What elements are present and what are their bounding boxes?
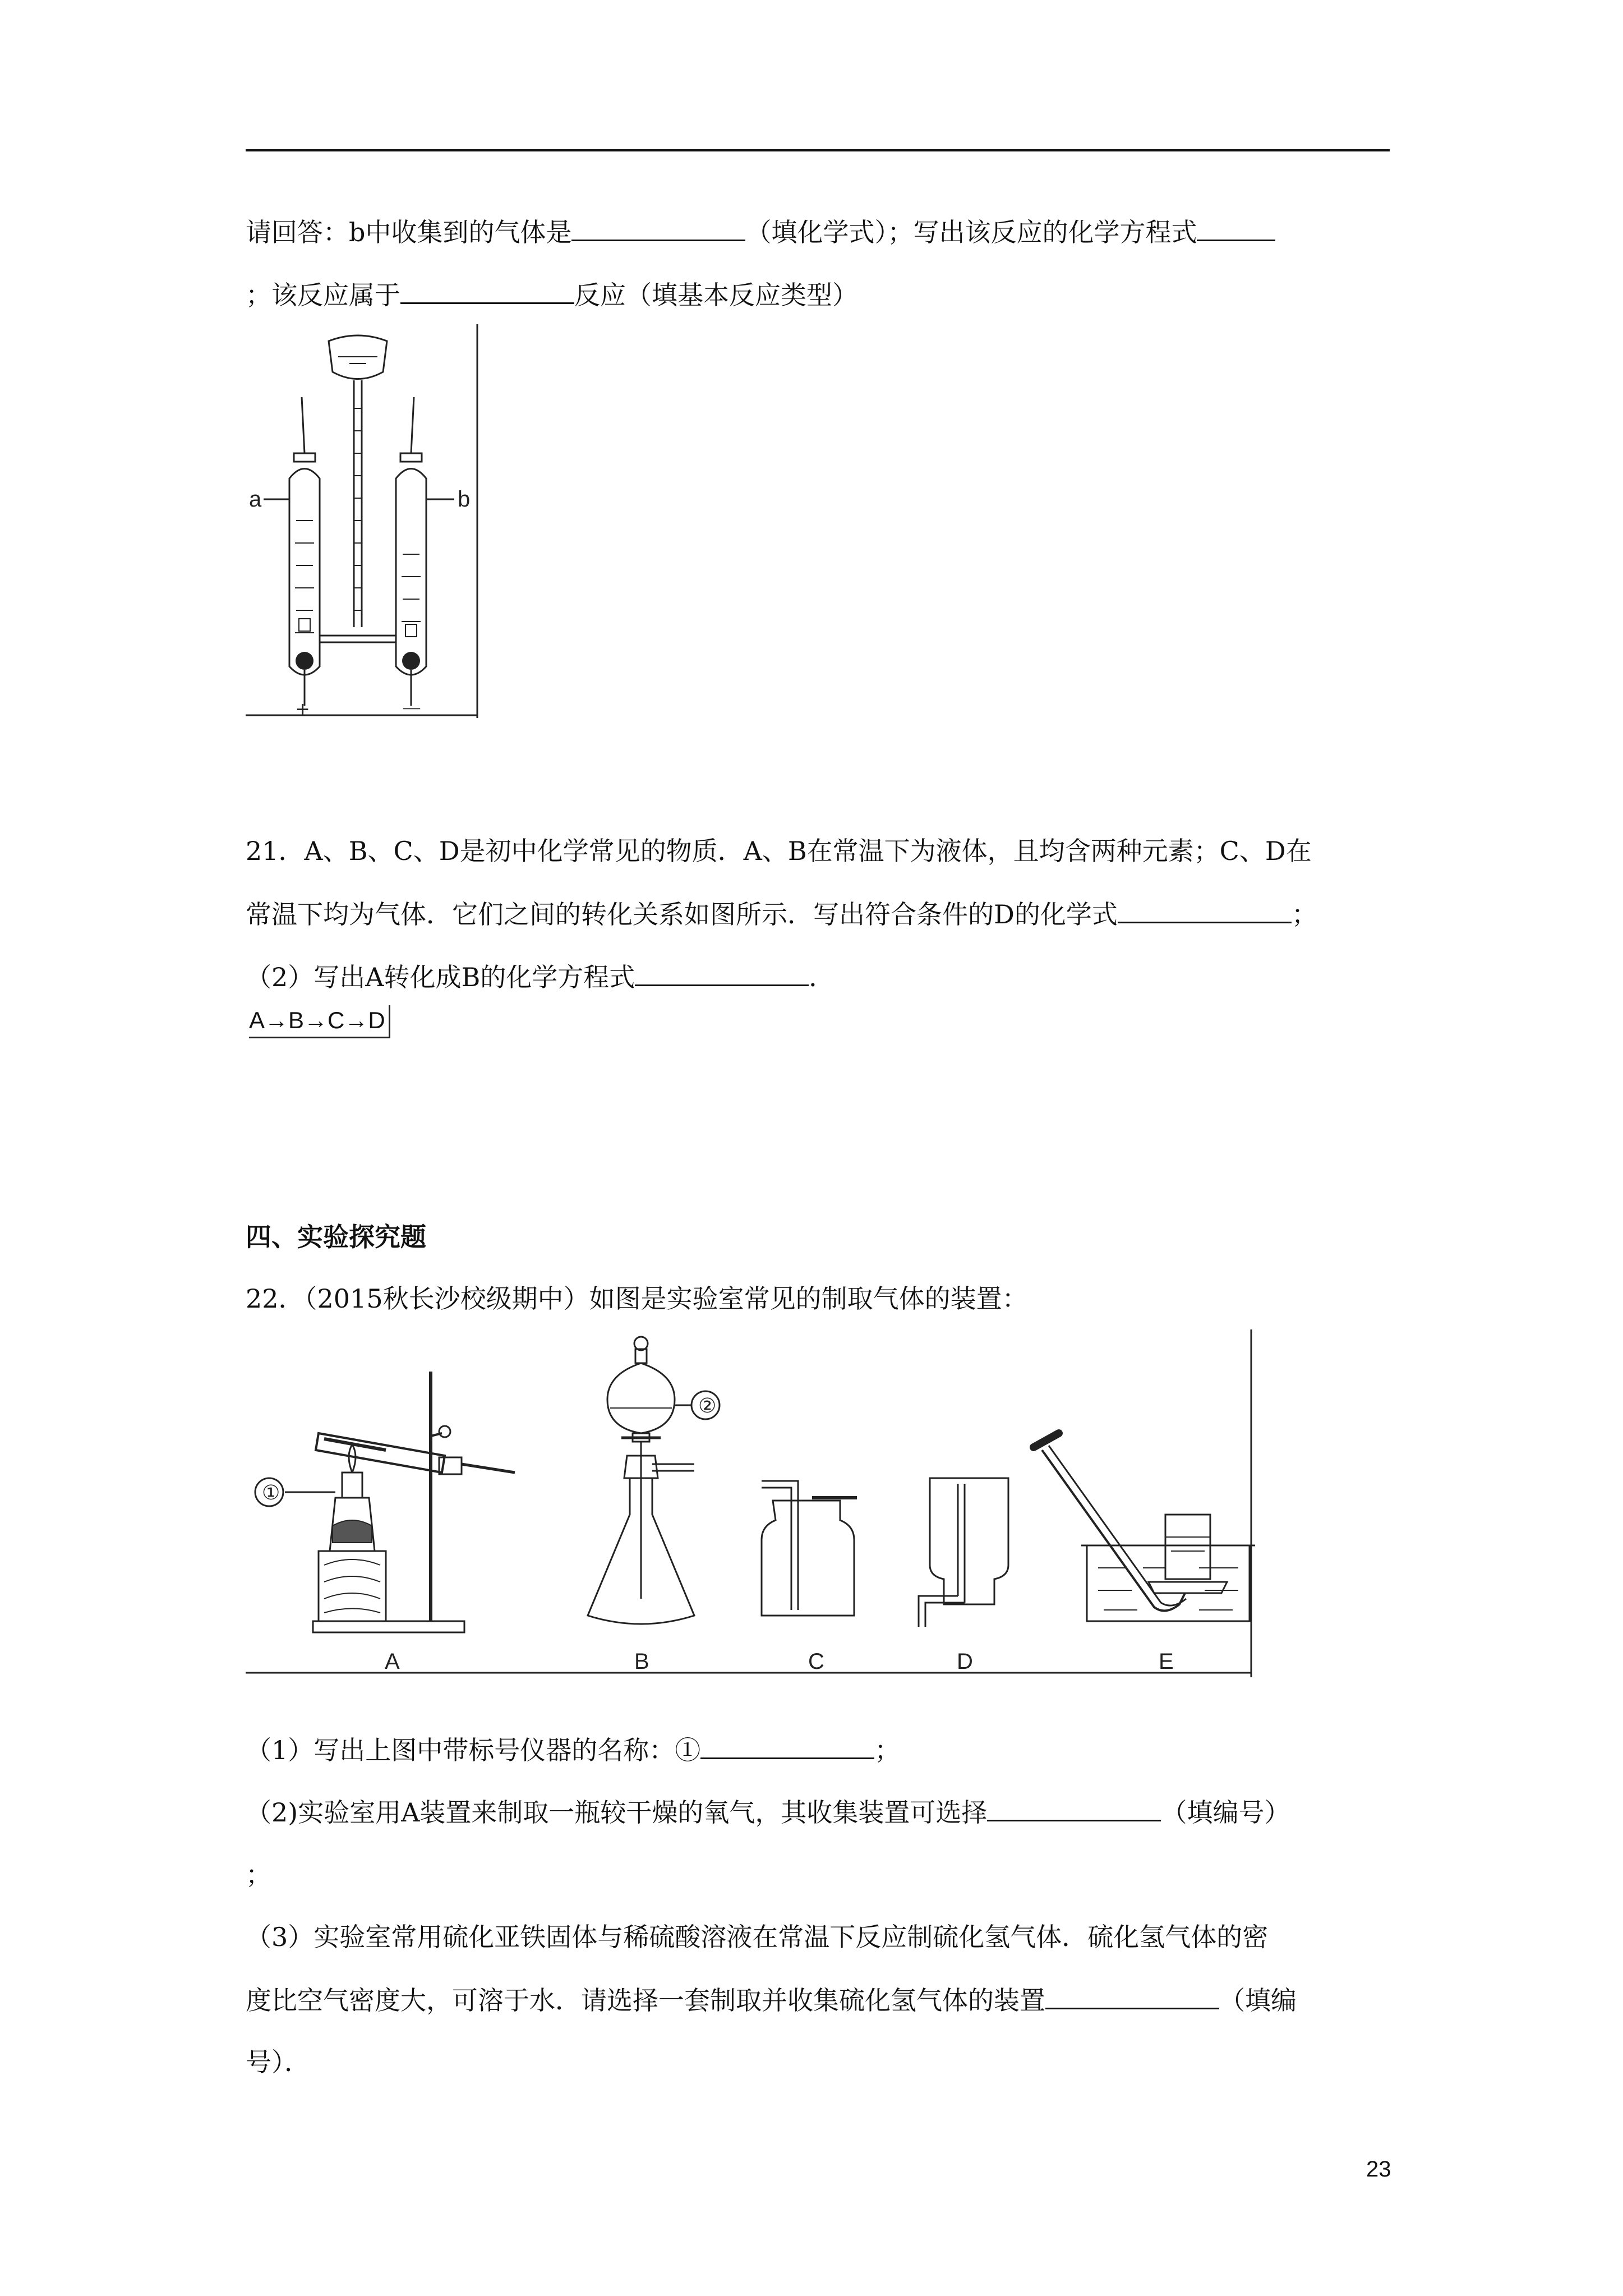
q22-sub3-line1: （3）实验室常用硫化亚铁固体与稀硫酸溶液在常温下反应制硫化氢气体．硫化氢气体的密 xyxy=(246,1922,1269,1952)
q22-sub1-end: ； xyxy=(874,1735,901,1765)
gas-apparatus-figure xyxy=(246,1329,1255,1677)
q20-answer-blank-gas[interactable] xyxy=(571,215,745,241)
q22-sub3-end: （填编 xyxy=(1219,1985,1297,2016)
header-rule xyxy=(246,149,1390,151)
q21-line2 xyxy=(246,897,1317,931)
q21-line2-end: ； xyxy=(1291,899,1317,930)
q22-answer-blank-instrument[interactable] xyxy=(700,1733,874,1759)
label-B: B xyxy=(634,1649,649,1674)
apparatus-d xyxy=(919,1478,1008,1627)
label-A: A xyxy=(385,1649,400,1674)
page-number: 23 xyxy=(1366,2157,1391,2182)
q22-sub1-text: （1）写出上图中带标号仪器的名称：① xyxy=(246,1735,701,1765)
q22-answer-blank-collection[interactable] xyxy=(987,1795,1161,1821)
q21-conversion-diagram: A→B→C→D xyxy=(249,1005,390,1038)
q22-line1: 22．（2015秋长沙校级期中）如图是实验室常见的制取气体的装置： xyxy=(246,1283,1028,1314)
marker-1: ① xyxy=(262,1481,280,1504)
q21-line2-text: 常温下均为气体．它们之间的转化关系如图所示．写出符合条件的D的化学式 xyxy=(246,899,1118,930)
marker-2: ② xyxy=(698,1394,717,1417)
q22-answer-blank-apparatus[interactable] xyxy=(1045,1983,1219,2009)
q22-sub2 xyxy=(246,1795,1290,1829)
q21-line3-end: ． xyxy=(809,962,835,992)
label-minus: － xyxy=(400,697,423,718)
q20-line2-text2: 反应（填基本反应类型） xyxy=(574,280,858,310)
q22-sub2-end: （填编号） xyxy=(1161,1797,1290,1828)
q21-line3 xyxy=(246,960,834,994)
q21-line1: 21．A、B、C、D是初中化学常见的物质．A、B在常温下为液体，且均含两种元素；C、D在 xyxy=(246,836,1312,866)
q22-sub2-text: （2)实验室用A装置来制取一瓶较干燥的氧气，其收集装置可选择 xyxy=(246,1797,988,1828)
q22-sub3-line2 xyxy=(246,1983,1297,2017)
q21-line3-text: （2）写出A转化成B的化学方程式 xyxy=(246,962,635,992)
label-D: D xyxy=(957,1649,973,1674)
q22-sub3-line3: 号）． xyxy=(246,2047,310,2077)
q20-line1-text2: （填化学式）；写出该反应的化学方程式 xyxy=(745,217,1197,247)
q22-sub3-text: 度比空气密度大，可溶于水．请选择一套制取并收集硫化氢气体的装置 xyxy=(246,1985,1045,2016)
q22-sub2-line2: ； xyxy=(246,1860,271,1890)
electrolysis-apparatus-figure xyxy=(246,324,481,718)
q22-sub1 xyxy=(246,1733,900,1767)
q20-answer-blank-reaction-type[interactable] xyxy=(400,278,574,304)
apparatus-e xyxy=(1034,1433,1255,1621)
label-C: C xyxy=(808,1649,824,1674)
q20-line2-text: ；该反应属于 xyxy=(246,280,400,310)
q21-answer-blank-d[interactable] xyxy=(1118,897,1292,923)
q20-line2 xyxy=(246,278,858,312)
label-a: a xyxy=(249,487,262,512)
apparatus-c xyxy=(762,1481,857,1616)
q20-answer-blank-equation[interactable] xyxy=(1197,215,1275,241)
label-b: b xyxy=(458,487,471,512)
section4-title: 四、实验探究题 xyxy=(246,1222,426,1252)
q20-line1 xyxy=(246,215,1275,249)
label-E: E xyxy=(1159,1649,1174,1674)
apparatus-a xyxy=(255,1372,515,1632)
label-plus: + xyxy=(296,697,310,718)
apparatus-b xyxy=(588,1337,720,1624)
q21-answer-blank-equation[interactable] xyxy=(635,960,809,986)
q20-line1-text: 请回答：b中收集到的气体是 xyxy=(246,217,572,247)
